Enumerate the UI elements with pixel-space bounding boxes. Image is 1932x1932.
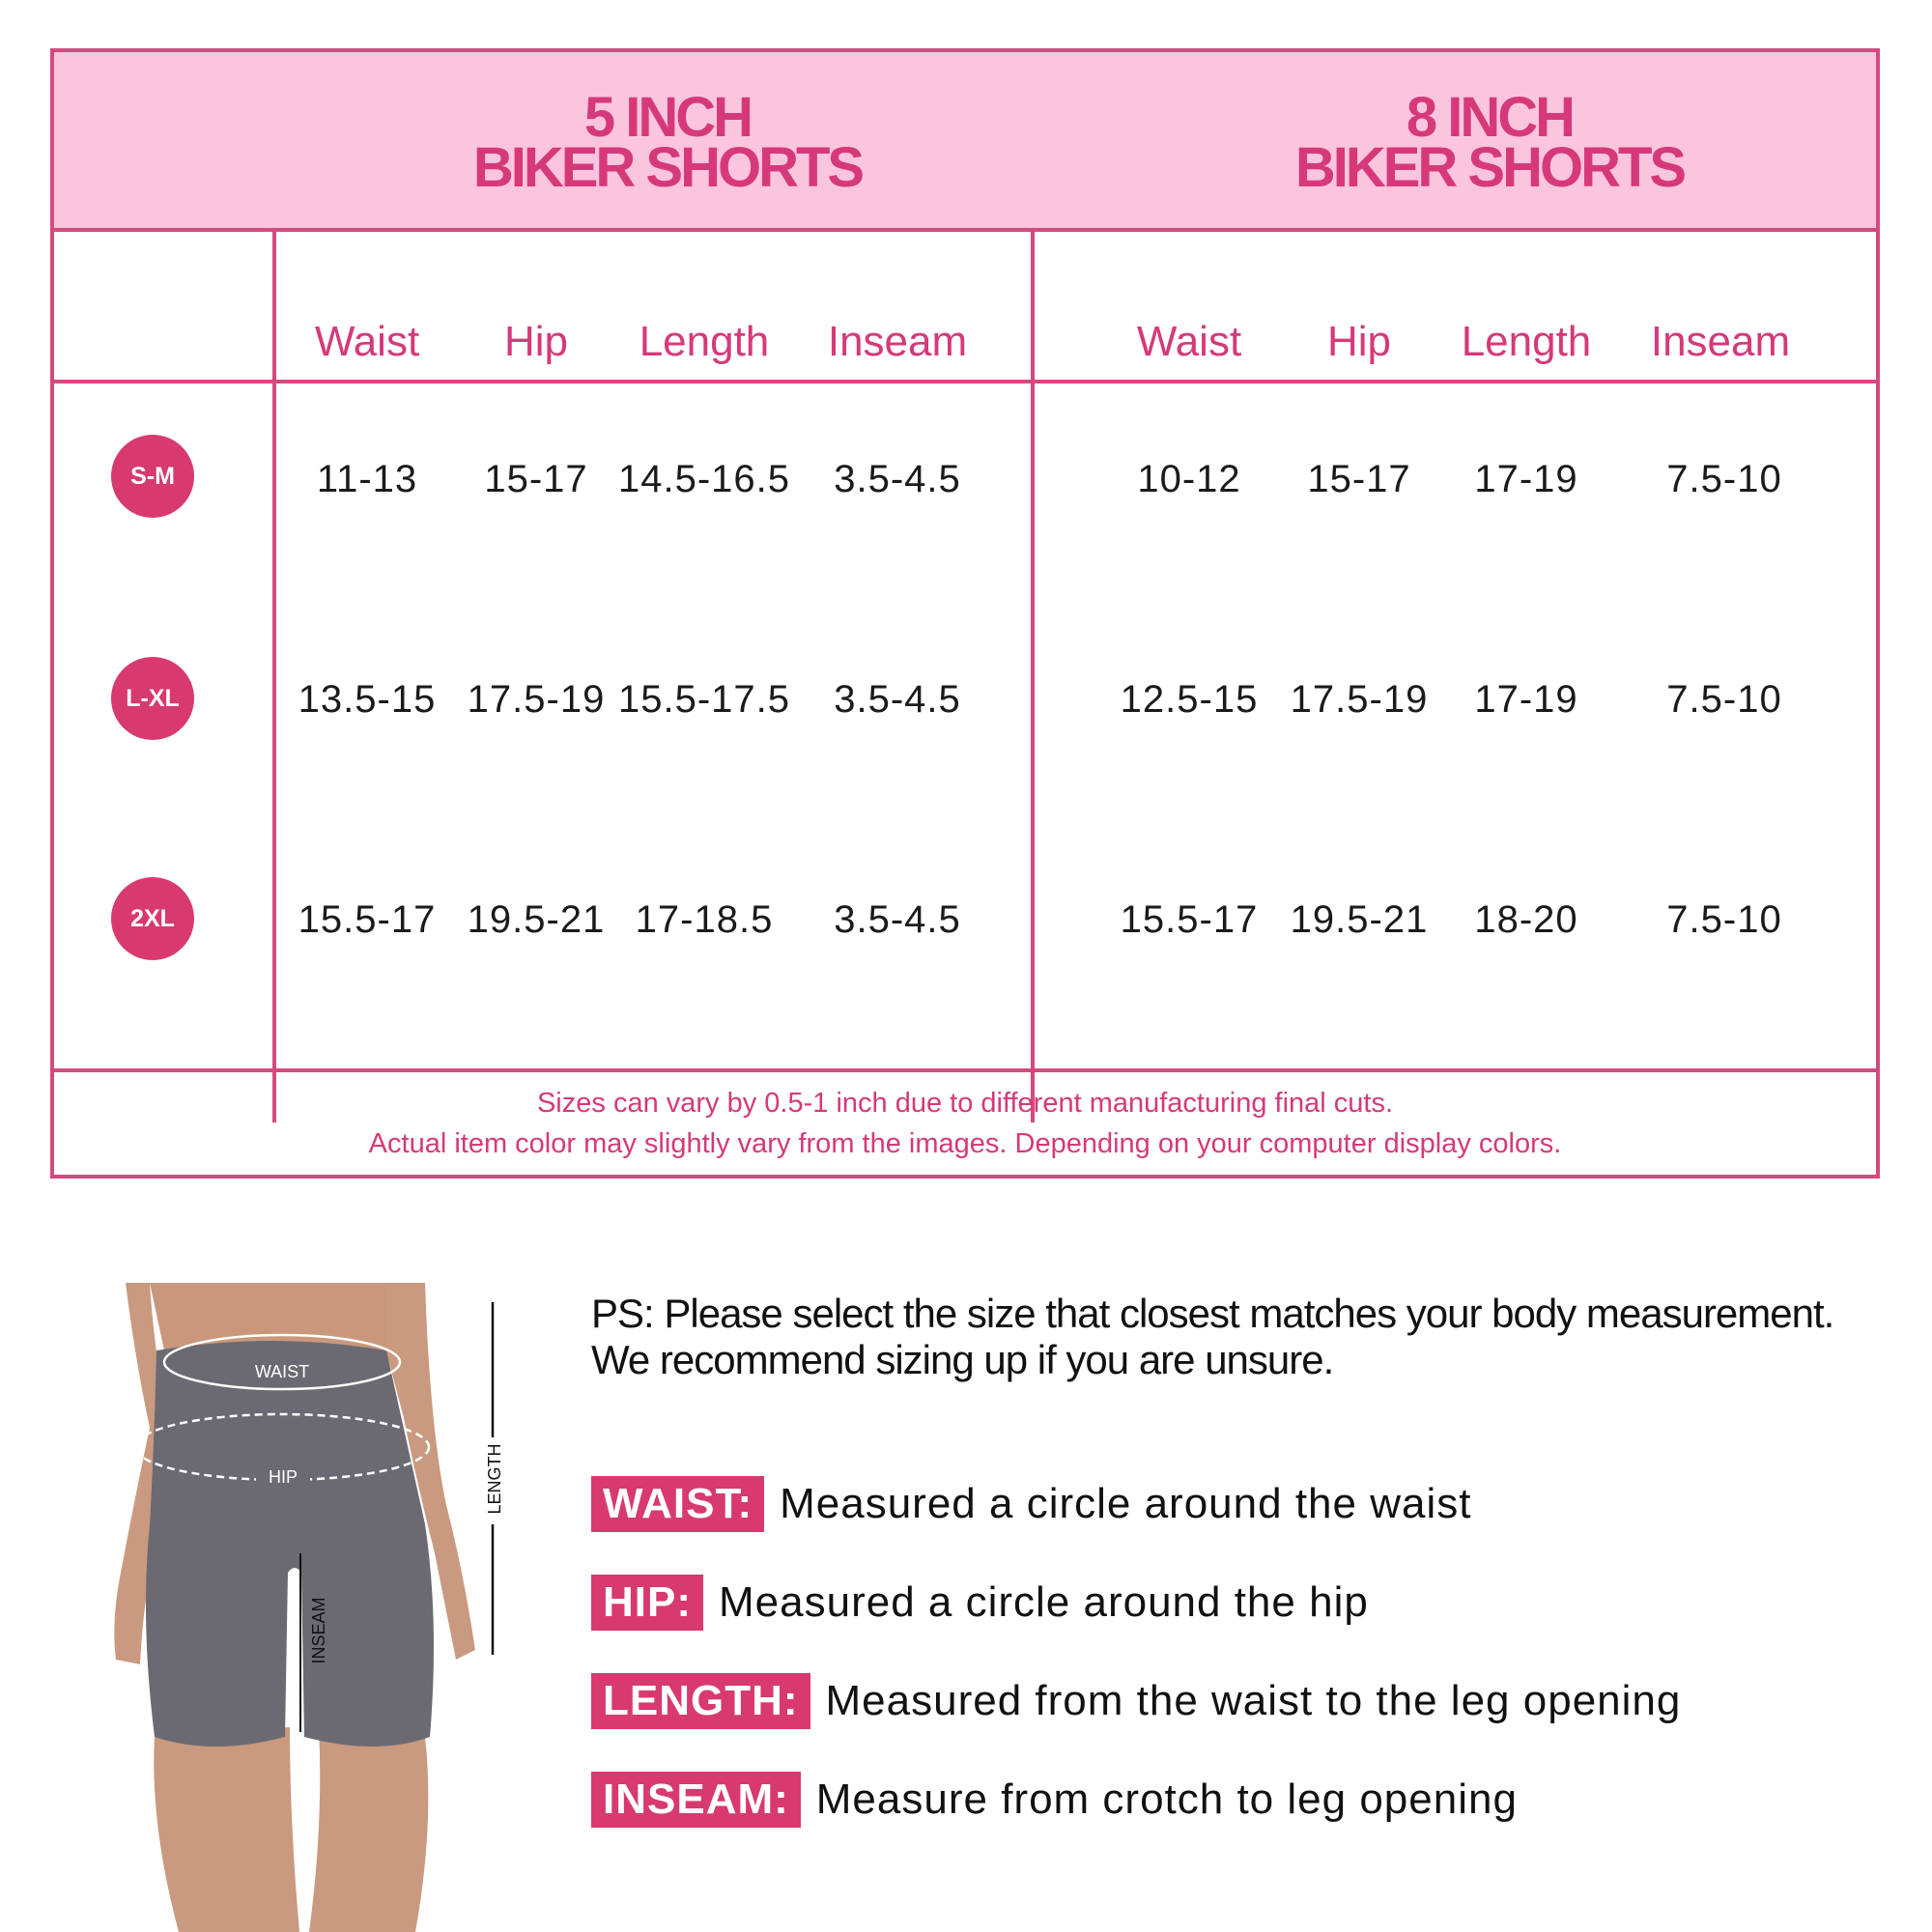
table-cell: 18-20 (1474, 898, 1578, 941)
table-cell: 15.5-17.5 (617, 678, 791, 721)
definition-tag: WAIST: (591, 1476, 764, 1532)
definition-tag: LENGTH: (591, 1673, 810, 1729)
ps-line: PS: Please select the size that closest matches your body measurement. (591, 1291, 1834, 1336)
group-title-5-inch (257, 86, 1078, 199)
chart-header (54, 52, 1876, 232)
col-header-inseam: Inseam (1650, 318, 1791, 365)
waist-label: WAIST (254, 1362, 310, 1381)
table-cell: 7.5-10 (1666, 898, 1782, 941)
definition-inseam (591, 1772, 1518, 1828)
definition-text: Measured a circle around the waist (780, 1480, 1472, 1527)
size-badge-s-m: S-M (111, 435, 194, 518)
definition-text: Measured a circle around the hip (719, 1578, 1369, 1626)
col-header-waist: Waist (1136, 318, 1242, 365)
table-cell: 12.5-15 (1120, 678, 1259, 721)
col-header-inseam: Inseam (827, 318, 968, 365)
table-cell: 19.5-21 (1290, 898, 1429, 941)
group-title-line: 8 INCH (1406, 86, 1574, 149)
grid-line (1031, 228, 1035, 1122)
table-cell: 7.5-10 (1666, 458, 1782, 500)
table-cell: 11-13 (316, 458, 418, 500)
table-cell: 15-17 (1307, 458, 1411, 500)
definition-waist (591, 1476, 1471, 1532)
skin-shape (154, 1727, 299, 1932)
table-cell: 17.5-19 (1290, 678, 1429, 721)
table-cell: 10-12 (1137, 458, 1241, 500)
grid-line (54, 380, 1876, 384)
group-title-line: 5 INCH (583, 86, 752, 149)
col-header-hip: Hip (1326, 318, 1392, 365)
group-title-8-inch (1079, 86, 1900, 199)
table-cell: 3.5-4.5 (834, 458, 961, 500)
size-chart (50, 48, 1880, 1179)
table-cell: 15-17 (484, 458, 588, 500)
table-cell: 14.5-16.5 (617, 458, 791, 500)
table-cell: 3.5-4.5 (834, 898, 961, 941)
table-cell: 7.5-10 (1666, 678, 1782, 721)
grid-line (54, 1068, 1876, 1072)
ps-line: We recommend sizing up if you are unsure. (591, 1337, 1334, 1382)
table-cell: 17-19 (1474, 678, 1578, 721)
table-cell: 17-19 (1474, 458, 1578, 500)
definition-text: Measure from crotch to leg opening (815, 1776, 1518, 1823)
definition-tag: INSEAM: (591, 1772, 801, 1828)
table-cell: 17-18.5 (635, 898, 774, 941)
definition-text: Measured from the waist to the leg opening (825, 1677, 1682, 1724)
hip-label: HIP (268, 1467, 298, 1487)
length-label: LENGTH (485, 1443, 504, 1515)
col-header-length: Length (639, 318, 770, 365)
model-measurement-illustration (97, 1283, 522, 1932)
size-badge-2xl: 2XL (111, 877, 194, 960)
size-note: Sizes can vary by 0.5-1 inch due to different manufacturing final cuts. (536, 1088, 1394, 1119)
color-note: Actual item color may slightly vary from the images. Depending on your computer display colors. (368, 1128, 1562, 1159)
table-cell: 13.5-15 (298, 678, 437, 721)
ps-note (591, 1291, 1886, 1383)
table-cell: 3.5-4.5 (834, 678, 961, 721)
table-cell: 15.5-17 (1120, 898, 1259, 941)
definition-length (591, 1673, 1681, 1729)
group-title-line: BIKER SHORTS (1294, 136, 1685, 199)
definition-tag: HIP: (591, 1575, 703, 1631)
inseam-label: INSEAM (309, 1597, 328, 1664)
skin-shape (309, 1727, 428, 1932)
col-header-hip: Hip (503, 318, 569, 365)
definition-hip (591, 1575, 1369, 1631)
size-badge-l-xl: L-XL (111, 657, 194, 740)
col-header-length: Length (1461, 318, 1592, 365)
shorts-shape (146, 1341, 434, 1747)
table-cell: 17.5-19 (467, 678, 606, 721)
table-cell: 15.5-17 (298, 898, 437, 941)
col-header-waist: Waist (314, 318, 420, 365)
table-cell: 19.5-21 (467, 898, 606, 941)
grid-line (272, 228, 276, 1122)
group-title-line: BIKER SHORTS (472, 136, 863, 199)
